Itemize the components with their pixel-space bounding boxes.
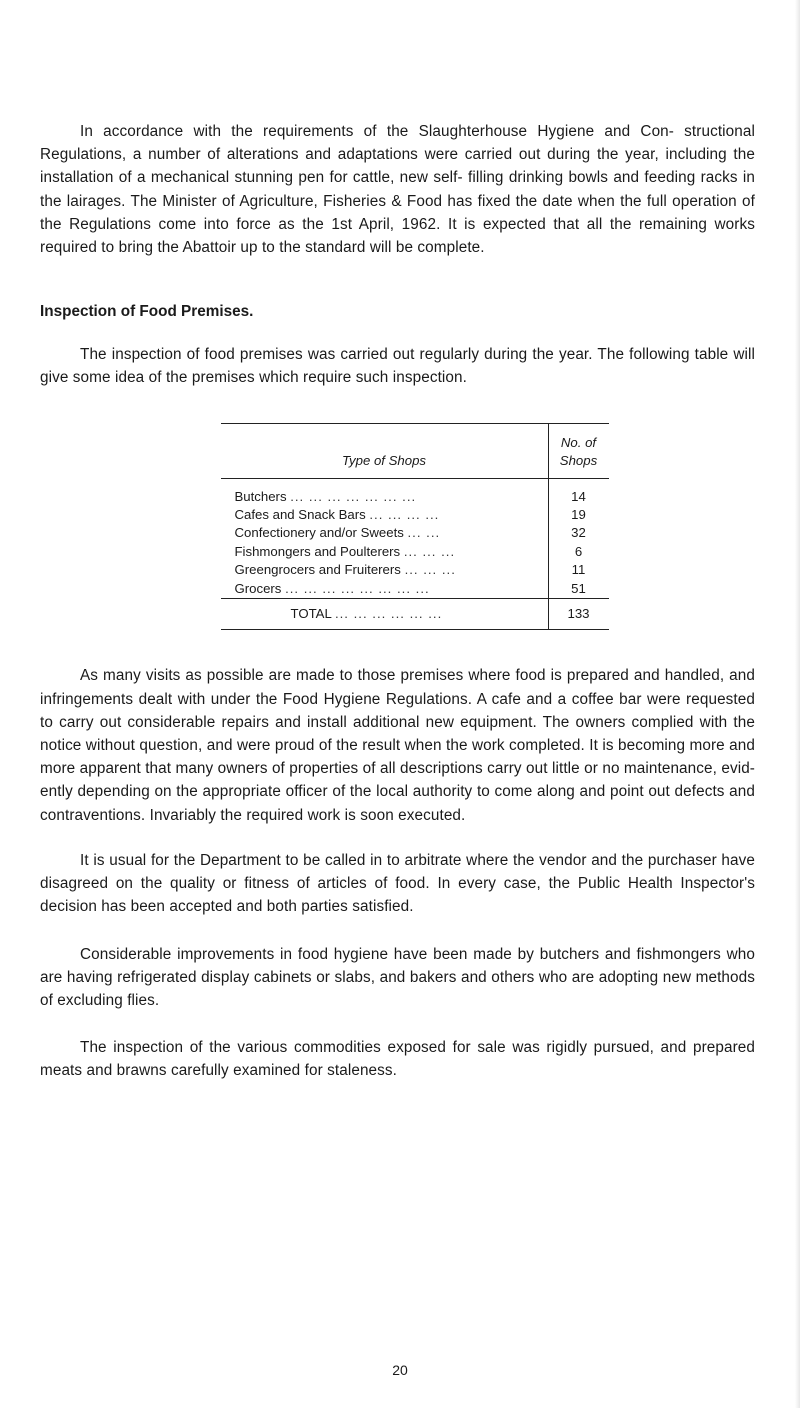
row-count: 11 <box>548 561 609 579</box>
leader-dots: ... ... ... ... ... ... ... <box>290 488 417 504</box>
header-type-of-shops: Type of Shops <box>221 423 549 478</box>
leader-dots: ... ... ... <box>404 562 456 578</box>
row-type-cell <box>221 580 549 599</box>
row-count: 14 <box>548 478 609 506</box>
section-heading: Inspection of Food Premises. <box>40 303 254 321</box>
paragraph-commodity-inspection: The inspection of the various commodities exposed for sale was rigidly pursued, and prepared meats and brawns carefully examined for staleness. <box>40 1039 755 1080</box>
row-count: 6 <box>548 543 609 561</box>
table-row <box>221 561 609 579</box>
leader-dots: ... ... <box>407 525 441 541</box>
row-type-label: Cafes and Snack Bars <box>234 507 366 523</box>
row-type-label: Fishmongers and Poulterers <box>234 543 401 559</box>
shops-table <box>221 423 609 631</box>
leader-dots: ... ... ... ... <box>369 507 440 523</box>
scan-edge-shadow <box>795 0 800 1408</box>
total-label-cell <box>221 599 549 630</box>
row-type-label: Confectionery and/or Sweets <box>234 525 404 541</box>
leader-dots: ... ... ... <box>403 543 456 559</box>
paragraph-arbitration: It is usual for the Department to be called in to arbitrate where the vendor and the purchaser have disagreed on the quality or fitness of articles of food. In every case, the Public Health Inspector's decision has been accepted and both parties satisfied. <box>40 851 755 916</box>
total-count: 133 <box>548 599 609 630</box>
row-count: 51 <box>548 580 609 599</box>
row-type-cell <box>221 561 549 579</box>
paragraph-visits-infringements: As many visits as possible are made to those premises where food is prepared and handled, and infringements dealt with under the Food Hygiene Regulations. A cafe and a coffee bar were requested to carry out considerable repairs and install additional new equipment. The owners complied with the notice without question, and were proud of the result when the work completed. It is becoming more and more apparent that many owners of properties of all descriptions carry out little or no maintenance, evid- ently depending on the appropriate officer of the local authority to come along and point out defects and contraventions. Invariably the required work is soon executed. <box>40 667 755 824</box>
row-type-label: Greengrocers and Fruiterers <box>234 562 401 578</box>
leader-dots: ... ... ... ... ... ... ... ... <box>285 580 430 596</box>
row-type-cell <box>221 478 549 506</box>
page-number: 20 <box>392 1362 408 1378</box>
row-type-cell <box>221 506 549 524</box>
table-row <box>221 506 609 524</box>
header-no-of-shops <box>548 423 609 478</box>
leader-dots: ... ... ... ... ... ... <box>334 606 443 622</box>
row-type-cell <box>221 543 549 561</box>
row-count: 19 <box>548 506 609 524</box>
row-type-cell <box>221 524 549 542</box>
table-row <box>221 524 609 542</box>
table-row <box>221 543 609 561</box>
document-page <box>40 120 755 1083</box>
table-row <box>221 580 609 599</box>
header-count-line2: Shops <box>559 452 598 468</box>
paragraph-hygiene-improvements: Considerable improvements in food hygiene have been made by butchers and fishmongers who are having refrigerated display cabinets or slabs, and bakers and others who are adopting new methods of excluding flies. <box>40 945 755 1009</box>
paragraph-inspection-intro: The inspection of food premises was carried out regularly during the year. The following table will give some idea of the premises which require such inspection. <box>40 346 755 387</box>
paragraph-slaughterhouse-regulations: In accordance with the requirements of the Slaughterhouse Hygiene and Con- structional Regulations, a number of alterations and adaptations were carried out during the year, including the installation of a mechanical stunning pen for cattle, new self- filling drinking bowls and feeding racks in the lairages. The Minister of Agriculture, Fisheries & Food has fixed the date when the full operation of the Regulations come into force as the 1st April, 1962. It is expected that all the remaining works required to bring the Abattoir up to the standard will be complete. <box>40 123 755 257</box>
table-row <box>221 478 609 506</box>
table-header-row <box>221 423 609 478</box>
shops-table-wrapper <box>221 423 609 631</box>
row-type-label: Grocers <box>234 580 282 596</box>
total-label: TOTAL <box>290 606 332 622</box>
row-type-label: Butchers <box>234 488 287 504</box>
header-count-line1: No. of <box>560 434 597 450</box>
row-count: 32 <box>548 524 609 542</box>
table-total-row <box>221 599 609 630</box>
